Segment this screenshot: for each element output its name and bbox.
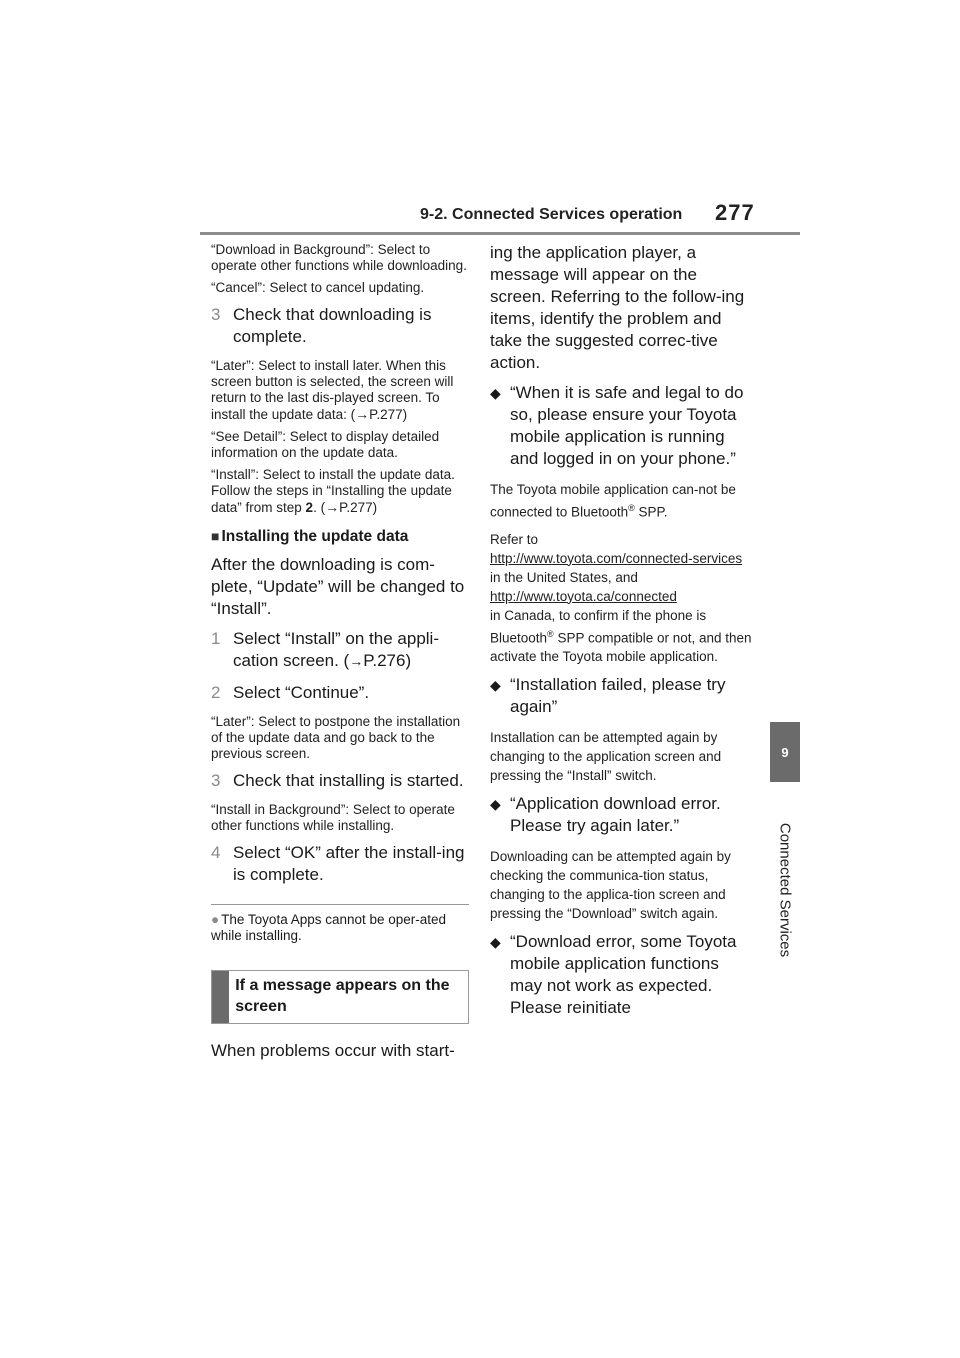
arrow-right-icon: →: [325, 499, 340, 515]
step-number: 3: [211, 305, 221, 324]
step-number: 3: [211, 771, 221, 790]
page-ref-link[interactable]: P.276: [363, 651, 406, 670]
message-1-note: [490, 480, 752, 522]
right-column: [490, 242, 752, 1029]
refer-to-text: Refer to: [490, 531, 539, 547]
step-text: Check that installing is started.: [233, 771, 464, 790]
message-section-box: [211, 970, 469, 1024]
note-install-mid: . (: [313, 500, 326, 515]
message-text: “Download error, some Toyota mobile application functions may not work as expected. Please reinitiate: [510, 932, 737, 1017]
diamond-bullet-icon: ◆: [490, 677, 501, 693]
chapter-label-container: [755, 800, 815, 980]
heading-text: Installing the update data: [221, 528, 409, 545]
message-item-2: [490, 674, 752, 718]
note-later: [211, 358, 469, 423]
message-text: “Application download error. Please try again later.”: [510, 794, 721, 835]
page-ref-link[interactable]: P.277: [339, 500, 373, 515]
step-text: Select “Continue”.: [233, 683, 370, 702]
circle-bullet-icon: ●: [211, 912, 220, 927]
message-item-3: [490, 793, 752, 837]
diamond-bullet-icon: ◆: [490, 385, 501, 401]
step-text-close: ): [405, 651, 412, 670]
note-download-background: “Download in Background”: Select to operate other functions while downloading.: [211, 242, 467, 273]
step-number: 1: [211, 629, 221, 648]
intro-text: ing the application player, a message will appear on the screen. Referring to the follow-ing items, identify the problem and take the suggested correc-tive action.: [490, 243, 745, 372]
note-box: [211, 904, 469, 944]
note-later-install: “Later”: Select to postpone the installation of the update data and go back to the previous screen.: [211, 714, 461, 761]
step-text: Select “Install” on the appli-cation screen. (: [233, 629, 439, 670]
page-ref-link[interactable]: P.277: [369, 407, 403, 422]
message-2-note: Installation can be attempted again by changing to the application screen and pressing the “Install” switch.: [490, 730, 722, 783]
header-rule: [200, 232, 800, 235]
box-accent-bar: [212, 971, 229, 1023]
note-text: The Toyota mobile application can-not be connected to Bluetooth: [490, 482, 736, 520]
message-text: “Installation failed, please try again”: [510, 675, 726, 716]
chapter-number: 9: [781, 744, 789, 760]
step-text: Select “OK” after the install-ing is complete.: [233, 843, 465, 884]
install-step-1: [211, 628, 469, 672]
message-item-1: [490, 382, 752, 470]
note-cancel: “Cancel”: Select to cancel updating.: [211, 280, 425, 295]
message-3-note: Downloading can be attempted again by checking the communica-tion status, changing to the applica-tion screen and pressing the “Download” switch again.: [490, 849, 731, 921]
arrow-right-icon: →: [355, 406, 370, 422]
in-ca-text-end: SPP compatible or not, and then activate the Toyota mobile application.: [490, 630, 752, 664]
heading-installing: [211, 528, 469, 546]
install-step-3: [211, 770, 469, 792]
in-ca-text: in Canada, to confirm if the phone is Bluetooth: [490, 607, 707, 645]
note-install: [211, 467, 469, 516]
message-item-4: [490, 931, 752, 1019]
diamond-bullet-icon: ◆: [490, 796, 501, 812]
step-text: Check that downloading is complete.: [233, 305, 432, 346]
note-install-text: “Install”: Select to install the update data. Follow the steps in “Installing the update data” from step: [211, 467, 455, 515]
note-later-text: “Later”: Select to install later. When this screen button is selected, the screen will return to the last dis-played screen. To install the update data: (: [211, 358, 454, 422]
body-after-download: After the downloading is com-plete, “Update” will be changed to “Install”.: [211, 555, 465, 618]
link-toyota-ca[interactable]: http://www.toyota.ca/connected: [490, 588, 677, 604]
note-later-close: ): [402, 407, 408, 422]
square-bullet-icon: ■: [211, 528, 220, 544]
registered-mark: ®: [547, 628, 554, 639]
install-step-2: [211, 682, 469, 704]
note-install-background: “Install in Background”: Select to operate other functions while installing.: [211, 802, 455, 833]
left-column: [211, 242, 469, 1070]
page-number: 277: [715, 200, 755, 225]
step-number: 4: [211, 843, 221, 862]
bottom-text: When problems occur with start-: [211, 1041, 455, 1060]
link-toyota-us[interactable]: http://www.toyota.com/connected-services: [490, 550, 743, 566]
message-text: “When it is safe and legal to do so, please ensure your Toyota mobile application is running and logged in on your phone.”: [510, 383, 744, 468]
chapter-label: Connected Services: [776, 822, 794, 958]
note-install-close: ): [372, 500, 378, 515]
step-number: 2: [211, 683, 221, 702]
note-see-detail: “See Detail”: Select to display detailed information on the update data.: [211, 429, 440, 460]
refer-block: [490, 530, 752, 667]
download-step-3: [211, 304, 469, 348]
registered-mark: ®: [628, 503, 635, 513]
arrow-right-icon: →: [349, 653, 364, 669]
note-text-end: SPP.: [634, 504, 668, 520]
diamond-bullet-icon: ◆: [490, 934, 501, 950]
section-title: 9-2. Connected Services operation: [420, 206, 683, 223]
in-us-text: in the United States, and: [490, 569, 638, 585]
note-install-step: 2: [305, 500, 314, 515]
message-section-title: If a message appears on the screen: [235, 977, 450, 1015]
chapter-tab: [770, 722, 800, 782]
install-step-4: [211, 842, 469, 886]
note-box-text: The Toyota Apps cannot be oper-ated while installing.: [211, 912, 447, 943]
